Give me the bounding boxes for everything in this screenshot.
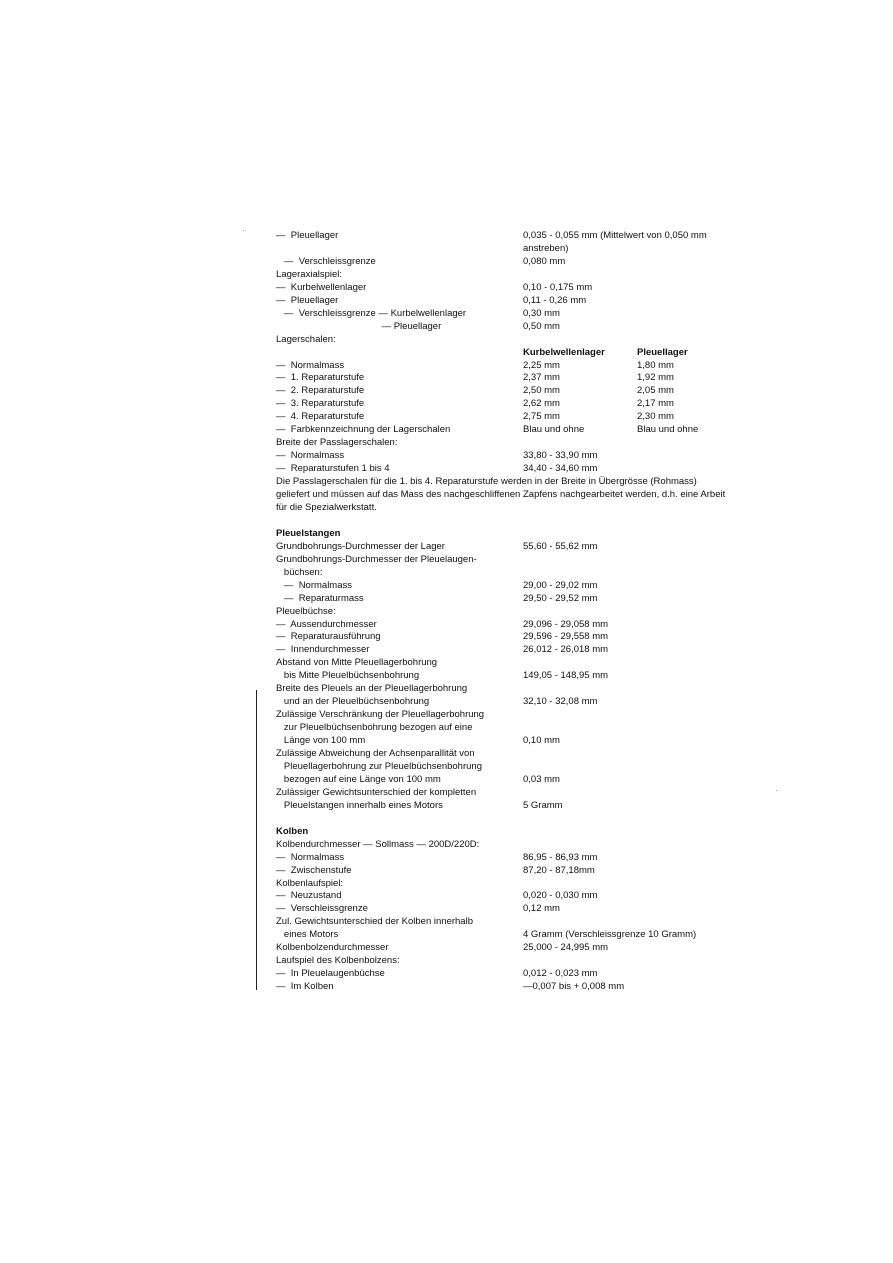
spec-row <box>276 902 776 915</box>
section-heading: Kolben <box>276 826 309 837</box>
column-header: Pleuellager <box>637 347 688 358</box>
spec-row <box>276 734 776 747</box>
spec-label: und an der Pleuelbüchsenbohrung <box>276 696 430 707</box>
spec-row <box>276 708 776 721</box>
scan-speck <box>243 230 244 231</box>
spec-row <box>276 333 776 346</box>
spec-value: 55,60 - 55,62 mm <box>523 541 598 552</box>
spec-label: — Normalmass <box>276 580 353 591</box>
spec-label: — Im Kolben <box>276 981 334 992</box>
spec-value: 0,11 - 0,26 mm <box>523 295 587 306</box>
spec-label: — Aussendurchmesser <box>276 619 377 630</box>
spec-label: Zul. Gewichtsunterschied der Kolben innerhalb <box>276 916 473 927</box>
spec-value: 33,80 - 33,90 mm <box>523 450 598 461</box>
spec-value: 2,50 mm <box>523 385 560 396</box>
spec-label: büchsen: <box>276 567 323 578</box>
column-header: Kurbelwellenlager <box>523 347 605 358</box>
spec-row <box>276 864 776 877</box>
spec-value: 25,000 - 24,995 mm <box>523 942 609 953</box>
spec-row <box>276 346 776 359</box>
spec-row <box>276 967 776 980</box>
spec-row <box>276 643 776 656</box>
spec-label: Breite des Pleuels an der Pleuellagerbohrung <box>276 683 468 694</box>
spec-row <box>276 514 776 527</box>
spec-row <box>276 747 776 760</box>
spec-row <box>276 449 776 462</box>
spec-row <box>276 851 776 864</box>
spec-row <box>276 540 776 553</box>
spec-label: — Verschleissgrenze <box>276 903 368 914</box>
spec-label: Pleuelbüchse: <box>276 606 336 617</box>
spec-value: 29,00 - 29,02 mm <box>523 580 598 591</box>
spec-value: 4 Gramm (Verschleissgrenze 10 Gramm) <box>523 929 697 940</box>
spec-label: für die Spezialwerkstatt. <box>276 502 377 513</box>
spec-row <box>276 630 776 643</box>
spec-row <box>276 980 776 993</box>
spec-label: — Normalmass <box>276 852 345 863</box>
spec-row <box>276 773 776 786</box>
spec-row <box>276 307 776 320</box>
spec-row <box>276 229 776 242</box>
spec-row <box>276 410 776 423</box>
spec-value: 5 Gramm <box>523 800 563 811</box>
spec-row <box>276 605 776 618</box>
spec-row <box>276 592 776 605</box>
spec-value: 0,080 mm <box>523 256 566 267</box>
spec-value: 86,95 - 86,93 mm <box>523 852 598 863</box>
spec-label: — 2. Reparaturstufe <box>276 385 365 396</box>
spec-row <box>276 656 776 669</box>
spec-row <box>276 371 776 384</box>
spec-row <box>276 812 776 825</box>
spec-label: Länge von 100 mm <box>276 735 366 746</box>
spec-label: Zulässiger Gewichtsunterschied der kompletten <box>276 787 477 798</box>
spec-row <box>276 915 776 928</box>
spec-label: — Reparaturausführung <box>276 631 381 642</box>
spec-label: eines Motors <box>276 929 339 940</box>
spec-row <box>276 242 776 255</box>
spec-value: anstreben) <box>523 243 569 254</box>
spec-row <box>276 488 776 501</box>
spec-label: — 4. Reparaturstufe <box>276 411 365 422</box>
spec-label: — Kurbelwellenlager <box>276 282 367 293</box>
spec-label: — Pleuellager <box>276 230 339 241</box>
spec-label: Kolbenbolzendurchmesser <box>276 942 389 953</box>
spec-label: Zulässige Abweichung der Achsenparallität von <box>276 748 475 759</box>
spec-row <box>276 838 776 851</box>
spec-row <box>276 462 776 475</box>
spec-value-second: 1,80 mm <box>637 360 674 371</box>
spec-row <box>276 941 776 954</box>
spec-label: Lageraxialspiel: <box>276 269 343 280</box>
spec-value: 0,30 mm <box>523 308 560 319</box>
spec-value: 87,20 - 87,18mm <box>523 865 595 876</box>
spec-row <box>276 281 776 294</box>
spec-value: 2,37 mm <box>523 372 560 383</box>
section-heading: Pleuelstangen <box>276 528 341 539</box>
spec-label: geliefert und müssen auf das Mass des nachgeschliffenen Zapfens nachgearbeitet werden, d.h. eine Arbeit <box>276 489 726 500</box>
spec-row <box>276 682 776 695</box>
spec-value: 149,05 - 148,95 mm <box>523 670 609 681</box>
spec-row <box>276 397 776 410</box>
spec-value: Blau und ohne <box>523 424 585 435</box>
spec-label: — 1. Reparaturstufe <box>276 372 365 383</box>
spec-label: — Normalmass <box>276 450 345 461</box>
spec-value-second: 2,30 mm <box>637 411 674 422</box>
spec-value-second: 2,17 mm <box>637 398 674 409</box>
spec-label: Lagerschalen: <box>276 334 336 345</box>
spec-label: — Farbkennzeichnung der Lagerschalen <box>276 424 451 435</box>
spec-row <box>276 501 776 514</box>
spec-value: 34,40 - 34,60 mm <box>523 463 598 474</box>
spec-label: bezogen auf eine Länge von 100 mm <box>276 774 441 785</box>
spec-value: 29,596 - 29,558 mm <box>523 631 609 642</box>
spec-label: — Verschleissgrenze — Kurbelwellenlager <box>276 308 467 319</box>
spec-label: Pleuelstangen innerhalb eines Motors <box>276 800 443 811</box>
spec-label: — Zwischenstufe <box>276 865 352 876</box>
spec-label: Laufspiel des Kolbenbolzens: <box>276 955 400 966</box>
spec-label: Grundbohrungs-Durchmesser der Lager <box>276 541 445 552</box>
spec-row <box>276 268 776 281</box>
spec-value: 0,10 mm <box>523 735 560 746</box>
spec-row <box>276 786 776 799</box>
spec-row <box>276 423 776 436</box>
section-heading-row <box>276 527 776 540</box>
spec-row <box>276 320 776 333</box>
spec-row <box>276 928 776 941</box>
scan-speck <box>776 790 777 791</box>
spec-row <box>276 669 776 682</box>
spec-label: zur Pleuelbüchsenbohrung bezogen auf eine <box>276 722 473 733</box>
spec-value: 29,096 - 29,058 mm <box>523 619 609 630</box>
spec-row <box>276 436 776 449</box>
spec-row <box>276 553 776 566</box>
spec-row <box>276 566 776 579</box>
spec-value-second: 1,92 mm <box>637 372 674 383</box>
spec-row <box>276 579 776 592</box>
spec-label: Kolbenlaufspiel: <box>276 878 344 889</box>
spec-label: Grundbohrungs-Durchmesser der Pleuelaugen- <box>276 554 477 565</box>
spec-value: 0,035 - 0,055 mm (Mittelwert von 0,050 mm <box>523 230 707 241</box>
spec-label: Abstand von Mitte Pleuellagerbohrung <box>276 657 438 668</box>
spec-row <box>276 954 776 967</box>
spec-row <box>276 760 776 773</box>
spec-label: — Normalmass <box>276 360 345 371</box>
spec-value: 0,020 - 0,030 mm <box>523 890 598 901</box>
spec-row <box>276 475 776 488</box>
spec-value: 0,10 - 0,175 mm <box>523 282 593 293</box>
spec-label: Breite der Passlagerschalen: <box>276 437 398 448</box>
spec-value: 2,25 mm <box>523 360 560 371</box>
spec-label: — Neuzustand <box>276 890 342 901</box>
spec-label: — Pleuellager <box>276 295 339 306</box>
spec-value: 29,50 - 29,52 mm <box>523 593 598 604</box>
margin-change-bar <box>256 690 257 990</box>
section-heading-row <box>276 825 776 838</box>
spec-value: 0,012 - 0,023 mm <box>523 968 598 979</box>
spec-value-second: Blau und ohne <box>637 424 699 435</box>
spec-label: — Innendurchmesser <box>276 644 370 655</box>
spec-value: 0,12 mm <box>523 903 560 914</box>
spec-label: Die Passlagerschalen für die 1. bis 4. Reparaturstufe werden in der Breite in Übergrösse (Rohmass) <box>276 476 697 487</box>
spec-row <box>276 294 776 307</box>
spec-label: — 3. Reparaturstufe <box>276 398 365 409</box>
spec-value: 0,50 mm <box>523 321 560 332</box>
spec-value: 2,75 mm <box>523 411 560 422</box>
spec-row <box>276 889 776 902</box>
spec-value: 32,10 - 32,08 mm <box>523 696 598 707</box>
spec-row <box>276 255 776 268</box>
spec-label: — Reparaturmass <box>276 593 364 604</box>
spec-value-second: 2,05 mm <box>637 385 674 396</box>
spec-label: Zulässige Verschränkung der Pleuellagerbohrung <box>276 709 485 720</box>
spec-label: — In Pleuelaugenbüchse <box>276 968 385 979</box>
spec-label: — Verschleissgrenze <box>276 256 376 267</box>
spec-value: 26,012 - 26,018 mm <box>523 644 609 655</box>
spec-value: 2,62 mm <box>523 398 560 409</box>
spec-label: Kolbendurchmesser — Sollmass — 200D/220D: <box>276 839 480 850</box>
spec-value: —0,007 bis + 0,008 mm <box>523 981 625 992</box>
spec-label: — Pleuellager <box>276 321 442 332</box>
spec-value: 0,03 mm <box>523 774 560 785</box>
spec-label: Pleuellagerbohrung zur Pleuelbüchsenbohrung <box>276 761 482 772</box>
spec-row <box>276 384 776 397</box>
spec-row <box>276 695 776 708</box>
spec-row <box>276 799 776 812</box>
spec-label: bis Mitte Pleuelbüchsenbohrung <box>276 670 420 681</box>
spec-label: — Reparaturstufen 1 bis 4 <box>276 463 390 474</box>
spec-row <box>276 721 776 734</box>
